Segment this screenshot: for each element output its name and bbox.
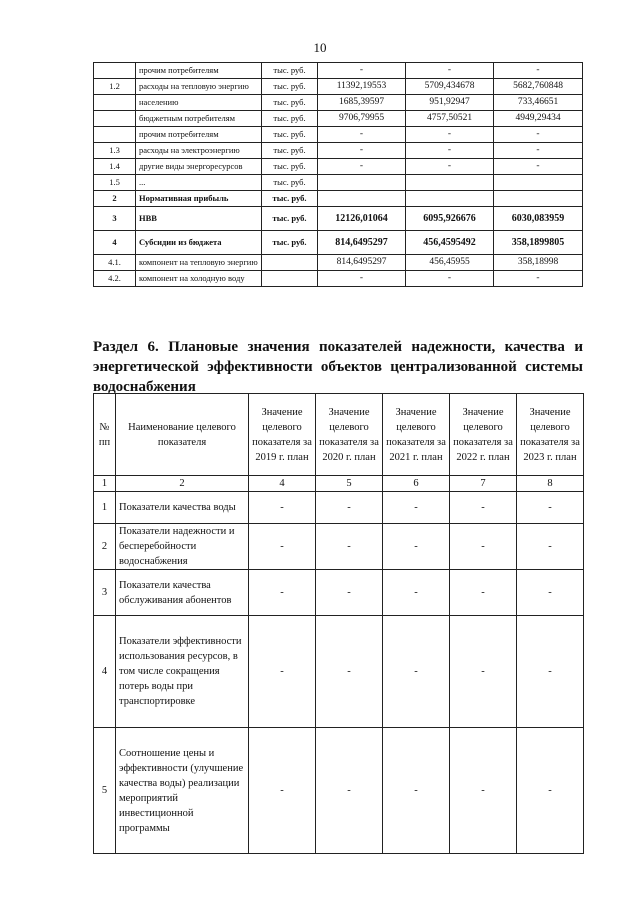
indicator-number: 3 — [94, 570, 116, 616]
row-unit — [262, 255, 318, 271]
row-name: компонент на тепловую энергию — [136, 255, 262, 271]
indicators-table — [93, 393, 584, 854]
indicator-value: - — [316, 616, 383, 728]
column-number: 8 — [517, 476, 584, 492]
row-value-2: - — [406, 159, 494, 175]
row-unit: тыс. руб. — [262, 191, 318, 207]
indicator-value: - — [249, 492, 316, 524]
indicator-value: - — [450, 524, 517, 570]
row-value-1 — [318, 191, 406, 207]
row-unit: тыс. руб. — [262, 231, 318, 255]
row-number: 1.2 — [94, 79, 136, 95]
indicator-value: - — [249, 616, 316, 728]
header-name: Наименование целевого показателя — [116, 394, 249, 476]
row-value-2: 951,92947 — [406, 95, 494, 111]
budget-table-row — [94, 255, 583, 271]
row-unit: тыс. руб. — [262, 63, 318, 79]
column-number: 2 — [116, 476, 249, 492]
row-name: расходы на тепловую энергию — [136, 79, 262, 95]
row-value-3: - — [494, 143, 583, 159]
budget-table-row — [94, 159, 583, 175]
row-value-1: - — [318, 143, 406, 159]
row-name: другие виды энергоресурсов — [136, 159, 262, 175]
header-num: № пп — [94, 394, 116, 476]
row-value-1: - — [318, 127, 406, 143]
row-value-1: 9706,79955 — [318, 111, 406, 127]
row-number: 1.5 — [94, 175, 136, 191]
row-unit: тыс. руб. — [262, 127, 318, 143]
row-value-2: 456,45955 — [406, 255, 494, 271]
row-value-2: 456,4595492 — [406, 231, 494, 255]
budget-table — [93, 62, 583, 287]
row-value-1: - — [318, 63, 406, 79]
row-value-2: - — [406, 143, 494, 159]
row-unit — [262, 271, 318, 287]
section-heading: Раздел 6. Плановые значения показателей надежности, качества и энергетической эффективности объектов централизованной системы водоснабжения — [93, 339, 583, 395]
indicator-number: 4 — [94, 616, 116, 728]
row-number: 4.1. — [94, 255, 136, 271]
row-value-1: 12126,01064 — [318, 207, 406, 231]
page-number: 10 — [313, 40, 327, 55]
indicator-value: - — [249, 728, 316, 854]
indicator-row — [94, 570, 584, 616]
indicator-row — [94, 524, 584, 570]
row-unit: тыс. руб. — [262, 175, 318, 191]
row-value-2: - — [406, 271, 494, 287]
indicator-value: - — [383, 524, 450, 570]
indicator-value: - — [517, 570, 584, 616]
indicator-value: - — [517, 492, 584, 524]
indicator-value: - — [450, 570, 517, 616]
row-number — [94, 111, 136, 127]
row-value-1: - — [318, 159, 406, 175]
row-value-3: - — [494, 271, 583, 287]
row-unit: тыс. руб. — [262, 95, 318, 111]
indicator-name: Показатели эффективности использования ресурсов, в том числе сокращения потерь воды при транспортировке — [116, 616, 249, 728]
row-value-3: 6030,083959 — [494, 207, 583, 231]
row-name: расходы на электроэнергию — [136, 143, 262, 159]
budget-table-row — [94, 271, 583, 287]
row-value-2: 6095,926676 — [406, 207, 494, 231]
budget-table-row — [94, 191, 583, 207]
row-number: 2 — [94, 191, 136, 207]
indicator-value: - — [517, 616, 584, 728]
row-number: 1.3 — [94, 143, 136, 159]
indicator-row — [94, 728, 584, 854]
row-name: ... — [136, 175, 262, 191]
row-number — [94, 63, 136, 79]
column-number: 4 — [249, 476, 316, 492]
row-number — [94, 95, 136, 111]
row-value-2: - — [406, 127, 494, 143]
indicator-value: - — [383, 570, 450, 616]
indicator-number: 5 — [94, 728, 116, 854]
row-number: 3 — [94, 207, 136, 231]
indicator-value: - — [517, 524, 584, 570]
row-unit: тыс. руб. — [262, 111, 318, 127]
row-unit: тыс. руб. — [262, 207, 318, 231]
budget-table-row — [94, 175, 583, 191]
row-value-3: 358,1899805 — [494, 231, 583, 255]
row-value-3: - — [494, 159, 583, 175]
row-name: населению — [136, 95, 262, 111]
budget-table-row — [94, 95, 583, 111]
indicator-number: 2 — [94, 524, 116, 570]
row-name: бюджетным потребителям — [136, 111, 262, 127]
row-value-3: 4949,29434 — [494, 111, 583, 127]
row-number: 1.4 — [94, 159, 136, 175]
indicator-value: - — [383, 616, 450, 728]
row-value-3: - — [494, 127, 583, 143]
row-unit: тыс. руб. — [262, 159, 318, 175]
row-unit: тыс. руб. — [262, 143, 318, 159]
row-value-3: 733,46651 — [494, 95, 583, 111]
row-value-2: 5709,434678 — [406, 79, 494, 95]
indicators-header-row — [94, 394, 584, 476]
indicator-name: Соотношение цены и эффективности (улучшение качества воды) реализации мероприятий инвестиционной программы — [116, 728, 249, 854]
column-numbers-row — [94, 476, 584, 492]
row-value-1: - — [318, 271, 406, 287]
row-name: прочим потребителям — [136, 63, 262, 79]
indicator-name: Показатели качества обслуживания абонентов — [116, 570, 249, 616]
row-value-3: 5682,760848 — [494, 79, 583, 95]
row-value-2: 4757,50521 — [406, 111, 494, 127]
indicator-value: - — [383, 728, 450, 854]
indicator-value: - — [316, 570, 383, 616]
column-number: 1 — [94, 476, 116, 492]
indicator-value: - — [450, 616, 517, 728]
row-number: 4 — [94, 231, 136, 255]
row-value-3: 358,18998 — [494, 255, 583, 271]
header-year-2020: Значение целевого показателя за 2020 г. план — [316, 394, 383, 476]
indicator-name: Показатели качества воды — [116, 492, 249, 524]
row-value-2 — [406, 175, 494, 191]
column-number: 7 — [450, 476, 517, 492]
header-year-2019: Значение целевого показателя за 2019 г. план — [249, 394, 316, 476]
row-value-2: - — [406, 63, 494, 79]
row-name: Нормативная прибыль — [136, 191, 262, 207]
indicator-value: - — [316, 492, 383, 524]
indicator-row — [94, 616, 584, 728]
indicator-value: - — [249, 570, 316, 616]
row-value-1: 814,6495297 — [318, 255, 406, 271]
indicator-value: - — [316, 728, 383, 854]
indicator-value: - — [450, 492, 517, 524]
row-value-2 — [406, 191, 494, 207]
indicator-number: 1 — [94, 492, 116, 524]
budget-table-row — [94, 111, 583, 127]
column-number: 6 — [383, 476, 450, 492]
indicator-value: - — [383, 492, 450, 524]
row-value-3 — [494, 175, 583, 191]
row-unit: тыс. руб. — [262, 79, 318, 95]
budget-table-row — [94, 143, 583, 159]
row-value-1 — [318, 175, 406, 191]
indicator-value: - — [450, 728, 517, 854]
indicator-value: - — [517, 728, 584, 854]
row-name: Субсидии из бюджета — [136, 231, 262, 255]
row-number — [94, 127, 136, 143]
row-name: НВВ — [136, 207, 262, 231]
header-year-2023: Значение целевого показателя за 2023 г. план — [517, 394, 584, 476]
column-number: 5 — [316, 476, 383, 492]
row-value-1: 814,6495297 — [318, 231, 406, 255]
indicator-row — [94, 492, 584, 524]
indicator-name: Показатели надежности и бесперебойности водоснабжения — [116, 524, 249, 570]
indicator-value: - — [316, 524, 383, 570]
row-number: 4.2. — [94, 271, 136, 287]
row-value-3: - — [494, 63, 583, 79]
budget-table-row — [94, 79, 583, 95]
budget-table-row — [94, 207, 583, 231]
header-year-2021: Значение целевого показателя за 2021 г. план — [383, 394, 450, 476]
budget-table-row — [94, 127, 583, 143]
row-name: компонент на холодную воду — [136, 271, 262, 287]
indicator-value: - — [249, 524, 316, 570]
row-value-1: 11392,19553 — [318, 79, 406, 95]
budget-table-row — [94, 63, 583, 79]
row-value-1: 1685,39597 — [318, 95, 406, 111]
header-year-2022: Значение целевого показателя за 2022 г. план — [450, 394, 517, 476]
row-name: прочим потребителям — [136, 127, 262, 143]
row-value-3 — [494, 191, 583, 207]
budget-table-row — [94, 231, 583, 255]
